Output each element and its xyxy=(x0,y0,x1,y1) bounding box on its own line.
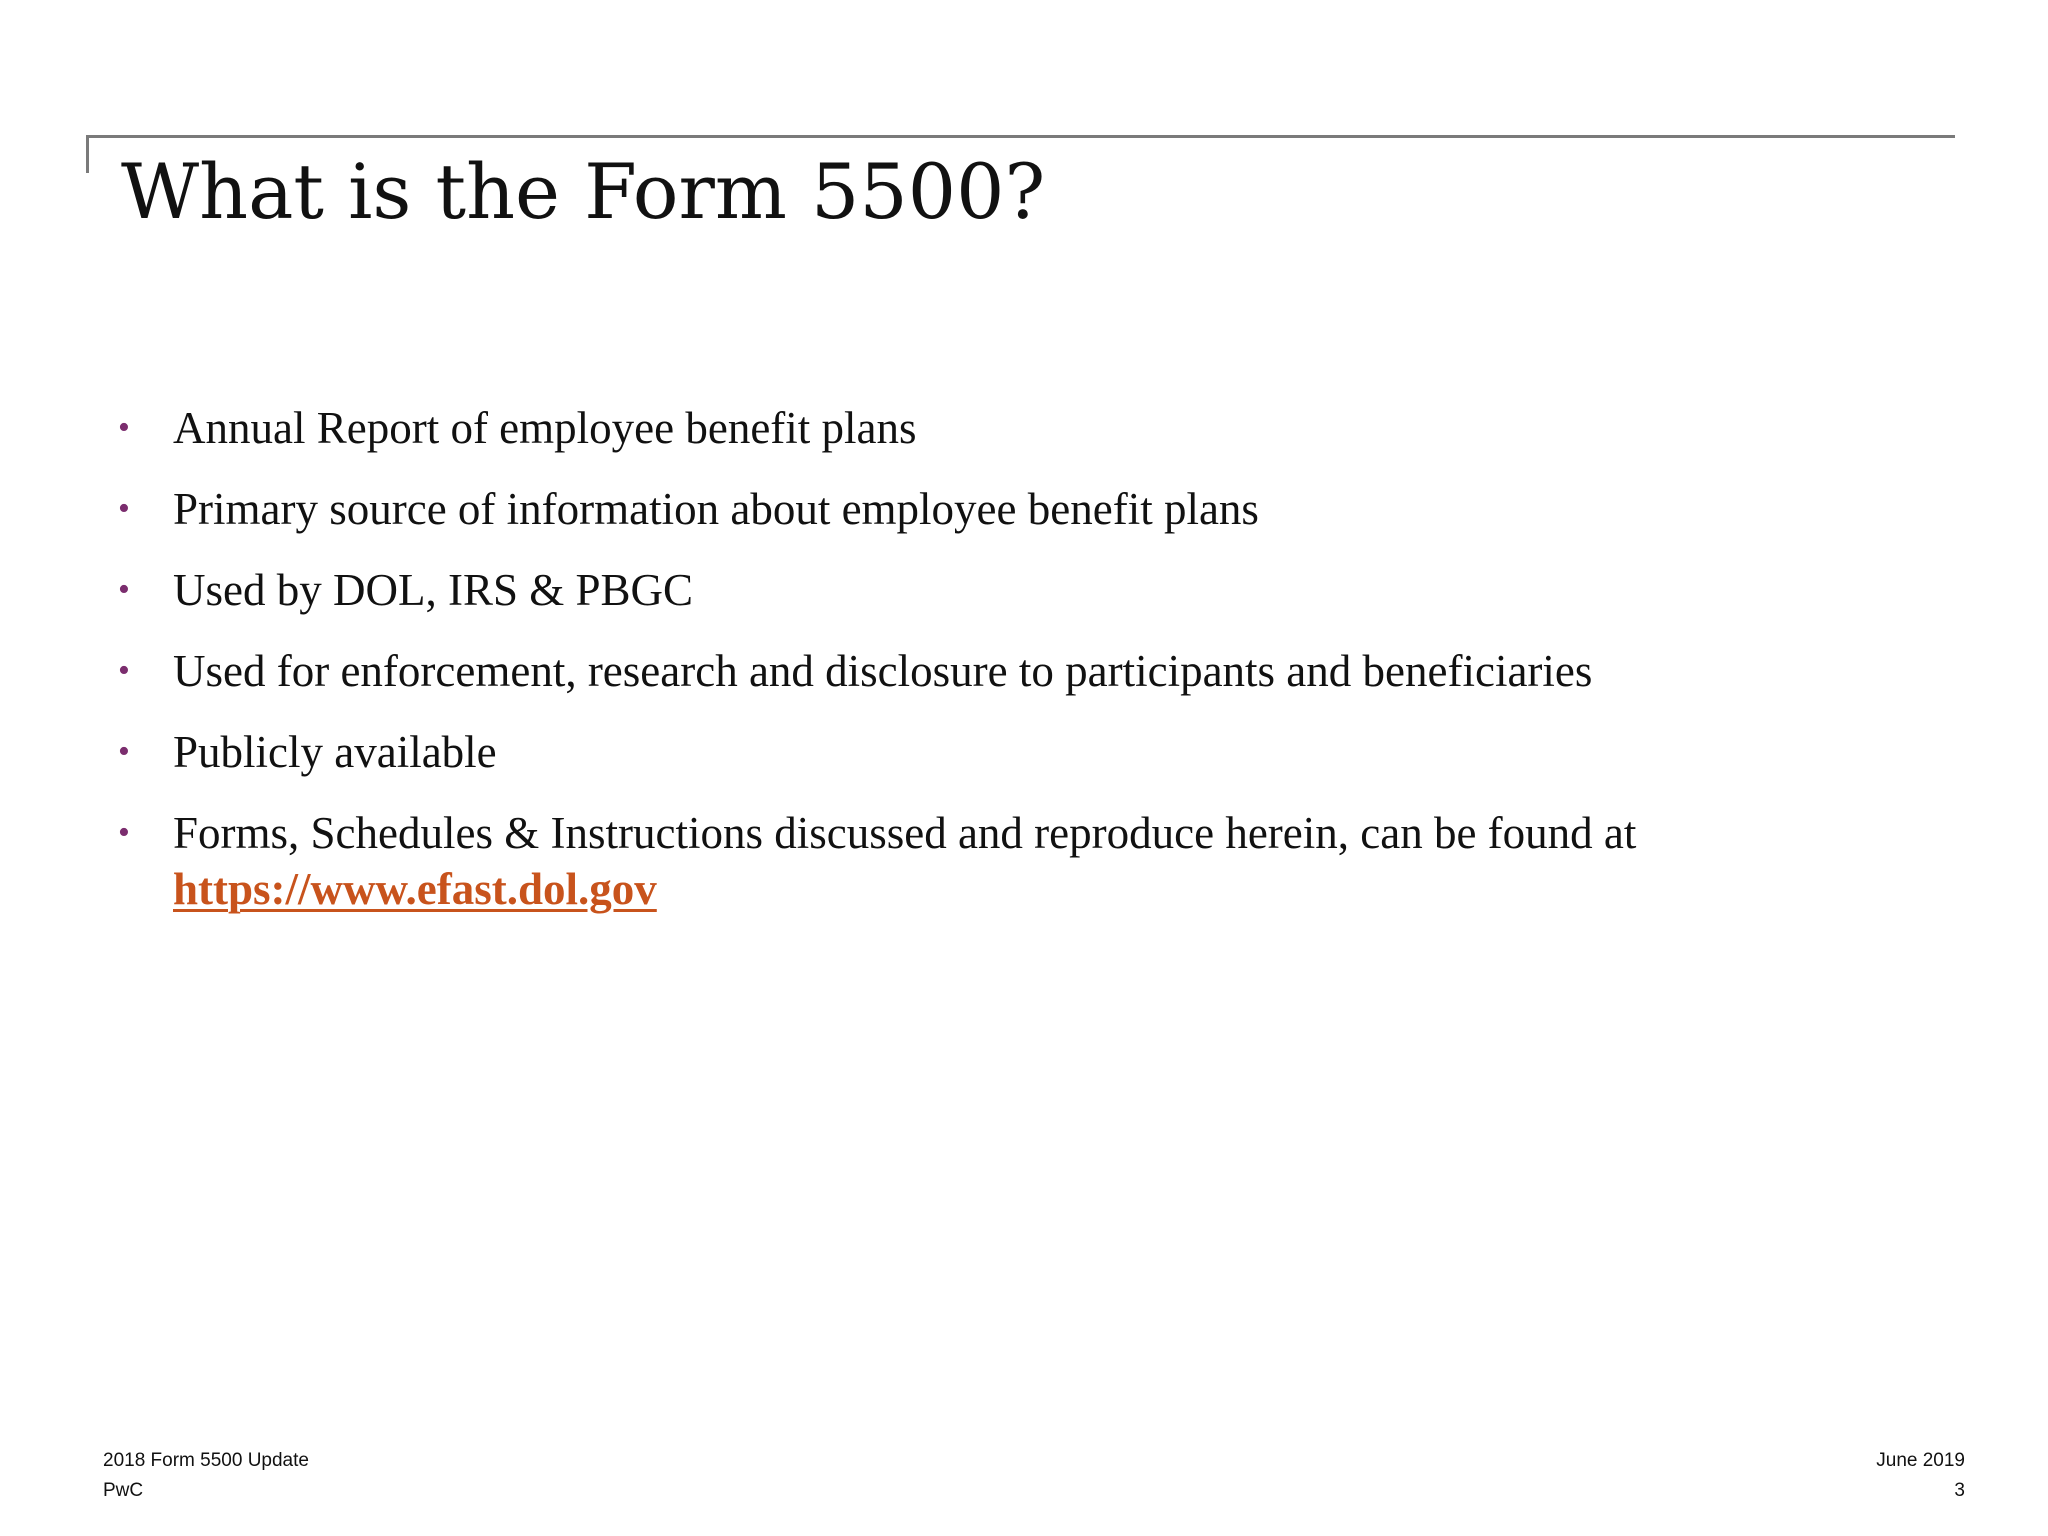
bullet-text: Publicly available xyxy=(173,727,497,777)
footer-page-number: 3 xyxy=(1954,1480,1965,1501)
list-item xyxy=(118,643,1918,699)
bullet-dot: • xyxy=(118,490,130,527)
bullet-dot: • xyxy=(118,652,130,689)
title-frame-top-rule xyxy=(86,135,1955,138)
bullet-text: Used for enforcement, research and disclosure to participants and beneficiaries xyxy=(173,646,1593,696)
list-item xyxy=(118,805,1918,917)
list-item xyxy=(118,562,1918,618)
bullet-text: Primary source of information about employee benefit plans xyxy=(173,484,1259,534)
bullet-dot: • xyxy=(118,814,130,851)
list-item xyxy=(118,481,1918,537)
bullet-dot: • xyxy=(118,571,130,608)
bullet-dot: • xyxy=(118,409,130,446)
footer-right xyxy=(1876,1446,1965,1506)
title-frame-left-tick xyxy=(86,135,89,173)
page-title: What is the Form 5500? xyxy=(121,147,1046,236)
list-item xyxy=(118,724,1918,780)
efast-link[interactable]: https://www.efast.dol.gov xyxy=(173,864,657,914)
footer-left xyxy=(103,1446,309,1506)
bullet-text: Forms, Schedules & Instructions discussed and reproduce herein, can be found at xyxy=(173,808,1637,858)
footer-date: June 2019 xyxy=(1876,1450,1965,1471)
bullet-list xyxy=(118,400,1918,942)
bullet-text: Annual Report of employee benefit plans xyxy=(173,403,917,453)
footer-presentation-title: 2018 Form 5500 Update xyxy=(103,1450,309,1471)
list-item xyxy=(118,400,1918,456)
bullet-dot: • xyxy=(118,733,130,770)
bullet-text: Used by DOL, IRS & PBGC xyxy=(173,565,694,615)
footer-company: PwC xyxy=(103,1480,144,1501)
